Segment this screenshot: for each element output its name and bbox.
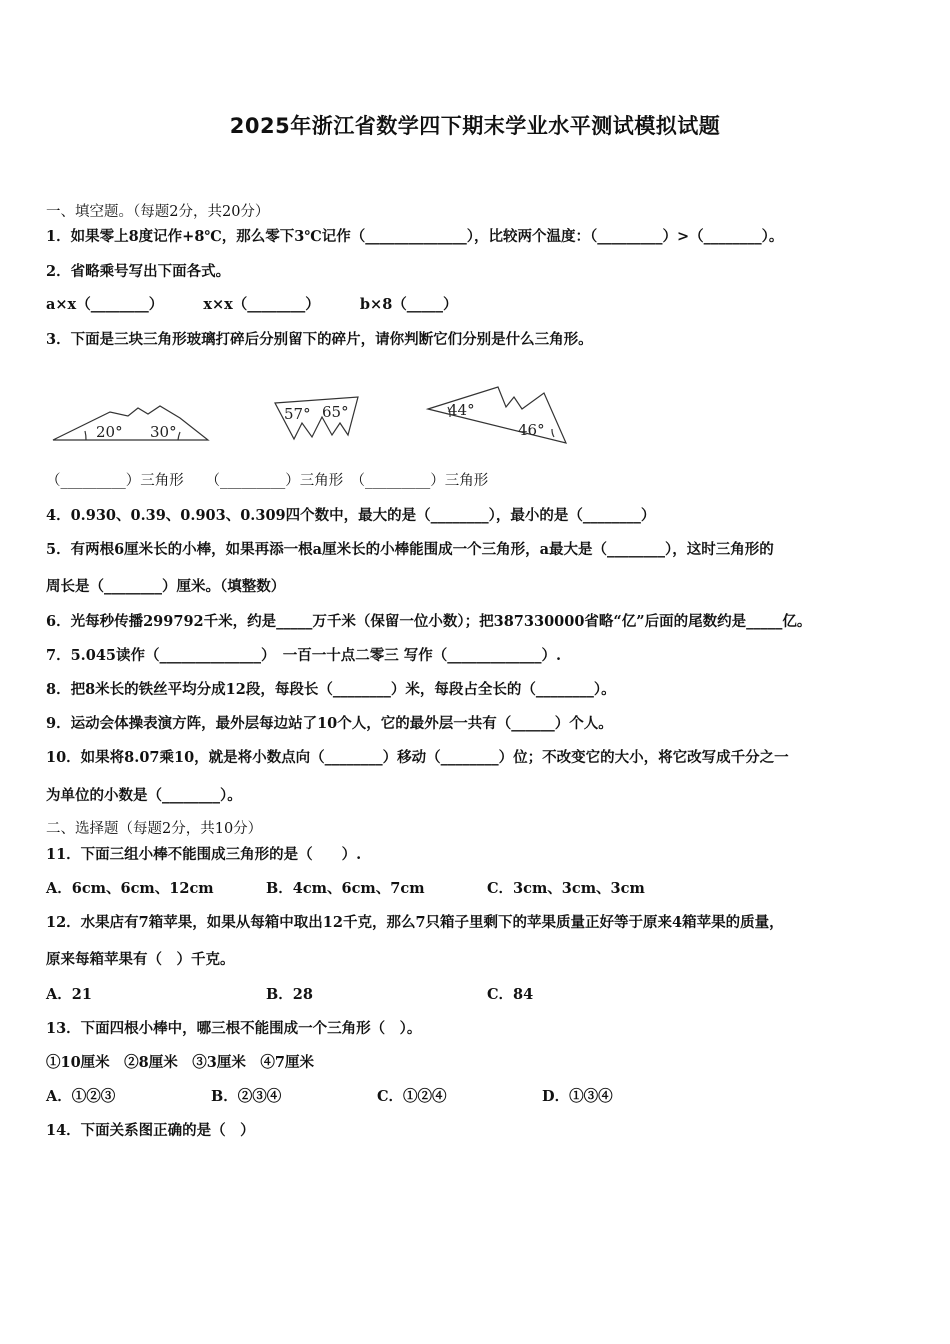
question-14-text: 14．下面关系图正确的是（ ）	[46, 1122, 255, 1139]
question-2-text: 2．省略乘号写出下面各式。	[46, 263, 231, 280]
fragment-3-angle-1: 44°	[448, 401, 475, 419]
q11-option-b: B．4cm、6cm、7cm	[266, 880, 425, 897]
q2-item-3: b×8（_____）	[359, 296, 458, 313]
question-12-line-1: 12．水果店有7箱苹果，如果从每箱中取出12千克，那么7只箱子里剩下的苹果质量正好等于原来4箱苹果的质量，	[46, 914, 784, 931]
q12-option-a: A．21	[46, 986, 92, 1003]
question-2-items	[46, 295, 458, 315]
question-6: 6．光每秒传播299792千米，约是_____万千米（保留一位小数）；把387330000省略“亿”后面的尾数约是_____亿。	[46, 613, 812, 630]
fragment-1-angle-1: 20°	[96, 423, 123, 441]
fragment-1-outline	[53, 406, 208, 440]
q2-item-1: a×x（________）	[46, 296, 164, 313]
fragment-2-angle-2: 65°	[322, 403, 349, 421]
q2-item-2: x×x（________）	[203, 296, 320, 313]
triangle-fragment-2	[272, 395, 362, 443]
question-10-line-2: 为单位的小数是（________）。	[46, 787, 242, 804]
section1-heading: 一、填空题。（每题2分，共20分）	[46, 204, 270, 220]
question-11-text: 11．下面三组小棒不能围成三角形的是（ ）.	[46, 846, 362, 863]
fragment-3-angle-2: 46°	[518, 421, 545, 439]
question-1: 1．如果零上8度记作+8℃，那么零下3℃记作（______________），比较两个温度：（_________）>（________）。	[46, 228, 784, 245]
triangle-fragment-1	[50, 400, 210, 445]
triangle-fragment-2-drawing	[272, 395, 362, 443]
triangle-fragment-3-drawing	[426, 385, 571, 447]
q13-option-c: C．①②④	[377, 1088, 447, 1105]
q11-option-a: A．6cm、6cm、12cm	[46, 880, 214, 897]
question-4: 4．0.930、0.39、0.903、0.309四个数中，最大的是（________），最小的是（________）	[46, 507, 656, 524]
question-5-line-1: 5．有两根6厘米长的小棒，如果再添一根a厘米长的小棒能围成一个三角形，a最大是（________），这时三角形的	[46, 541, 774, 558]
triangle-fragment-3	[426, 385, 571, 447]
question-3-text: 3．下面是三块三角形玻璃打碎后分别留下的碎片，请你判断它们分别是什么三角形。	[46, 331, 593, 348]
triangle-fragment-1-drawing	[50, 400, 210, 445]
fragment-3-arc-right	[552, 429, 554, 437]
q12-option-b: B．28	[266, 986, 313, 1003]
question-7: 7．5.045读作（______________） 一百一十点二零三 写作（_____________）.	[46, 647, 562, 664]
fragment-1-angle-2: 30°	[150, 423, 177, 441]
question-9: 9．运动会体操表演方阵，最外层每边站了10个人，它的最外层一共有（______）个人。	[46, 715, 613, 732]
q13-option-d: D．①③④	[542, 1088, 613, 1105]
question-3-answers: （_________）三角形 （_________）三角形 （_________）三角形	[46, 473, 489, 489]
fragment-2-angle-1: 57°	[284, 405, 311, 423]
question-8: 8．把8米长的铁丝平均分成12段，每段长（________）米，每段占全长的（________）。	[46, 681, 616, 698]
q13-option-b: B．②③④	[211, 1088, 282, 1105]
section2-heading: 二、选择题（每题2分，共10分）	[46, 821, 263, 837]
page-title: 2025年浙江省数学四下期末学业水平测试模拟试题	[229, 114, 721, 138]
q13-option-a: A．①②③	[46, 1088, 116, 1105]
question-13-sticks: ①10厘米 ②8厘米 ③3厘米 ④7厘米	[46, 1054, 314, 1071]
q12-option-c: C．84	[487, 986, 534, 1003]
question-5-line-2: 周长是（________）厘米。（填整数）	[46, 578, 286, 595]
question-10-line-1: 10．如果将8.07乘10，就是将小数点向（________）移动（________）位；不改变它的大小，将它改写成千分之一	[46, 749, 789, 766]
q11-option-c: C．3cm、3cm、3cm	[487, 880, 645, 897]
fragment-1-arc-left	[85, 431, 86, 440]
fragment-1-arc-right	[178, 432, 180, 440]
question-13-text: 13．下面四根小棒中，哪三根不能围成一个三角形（ ）。	[46, 1020, 422, 1037]
question-12-line-2: 原来每箱苹果有（ ）千克。	[46, 951, 235, 968]
